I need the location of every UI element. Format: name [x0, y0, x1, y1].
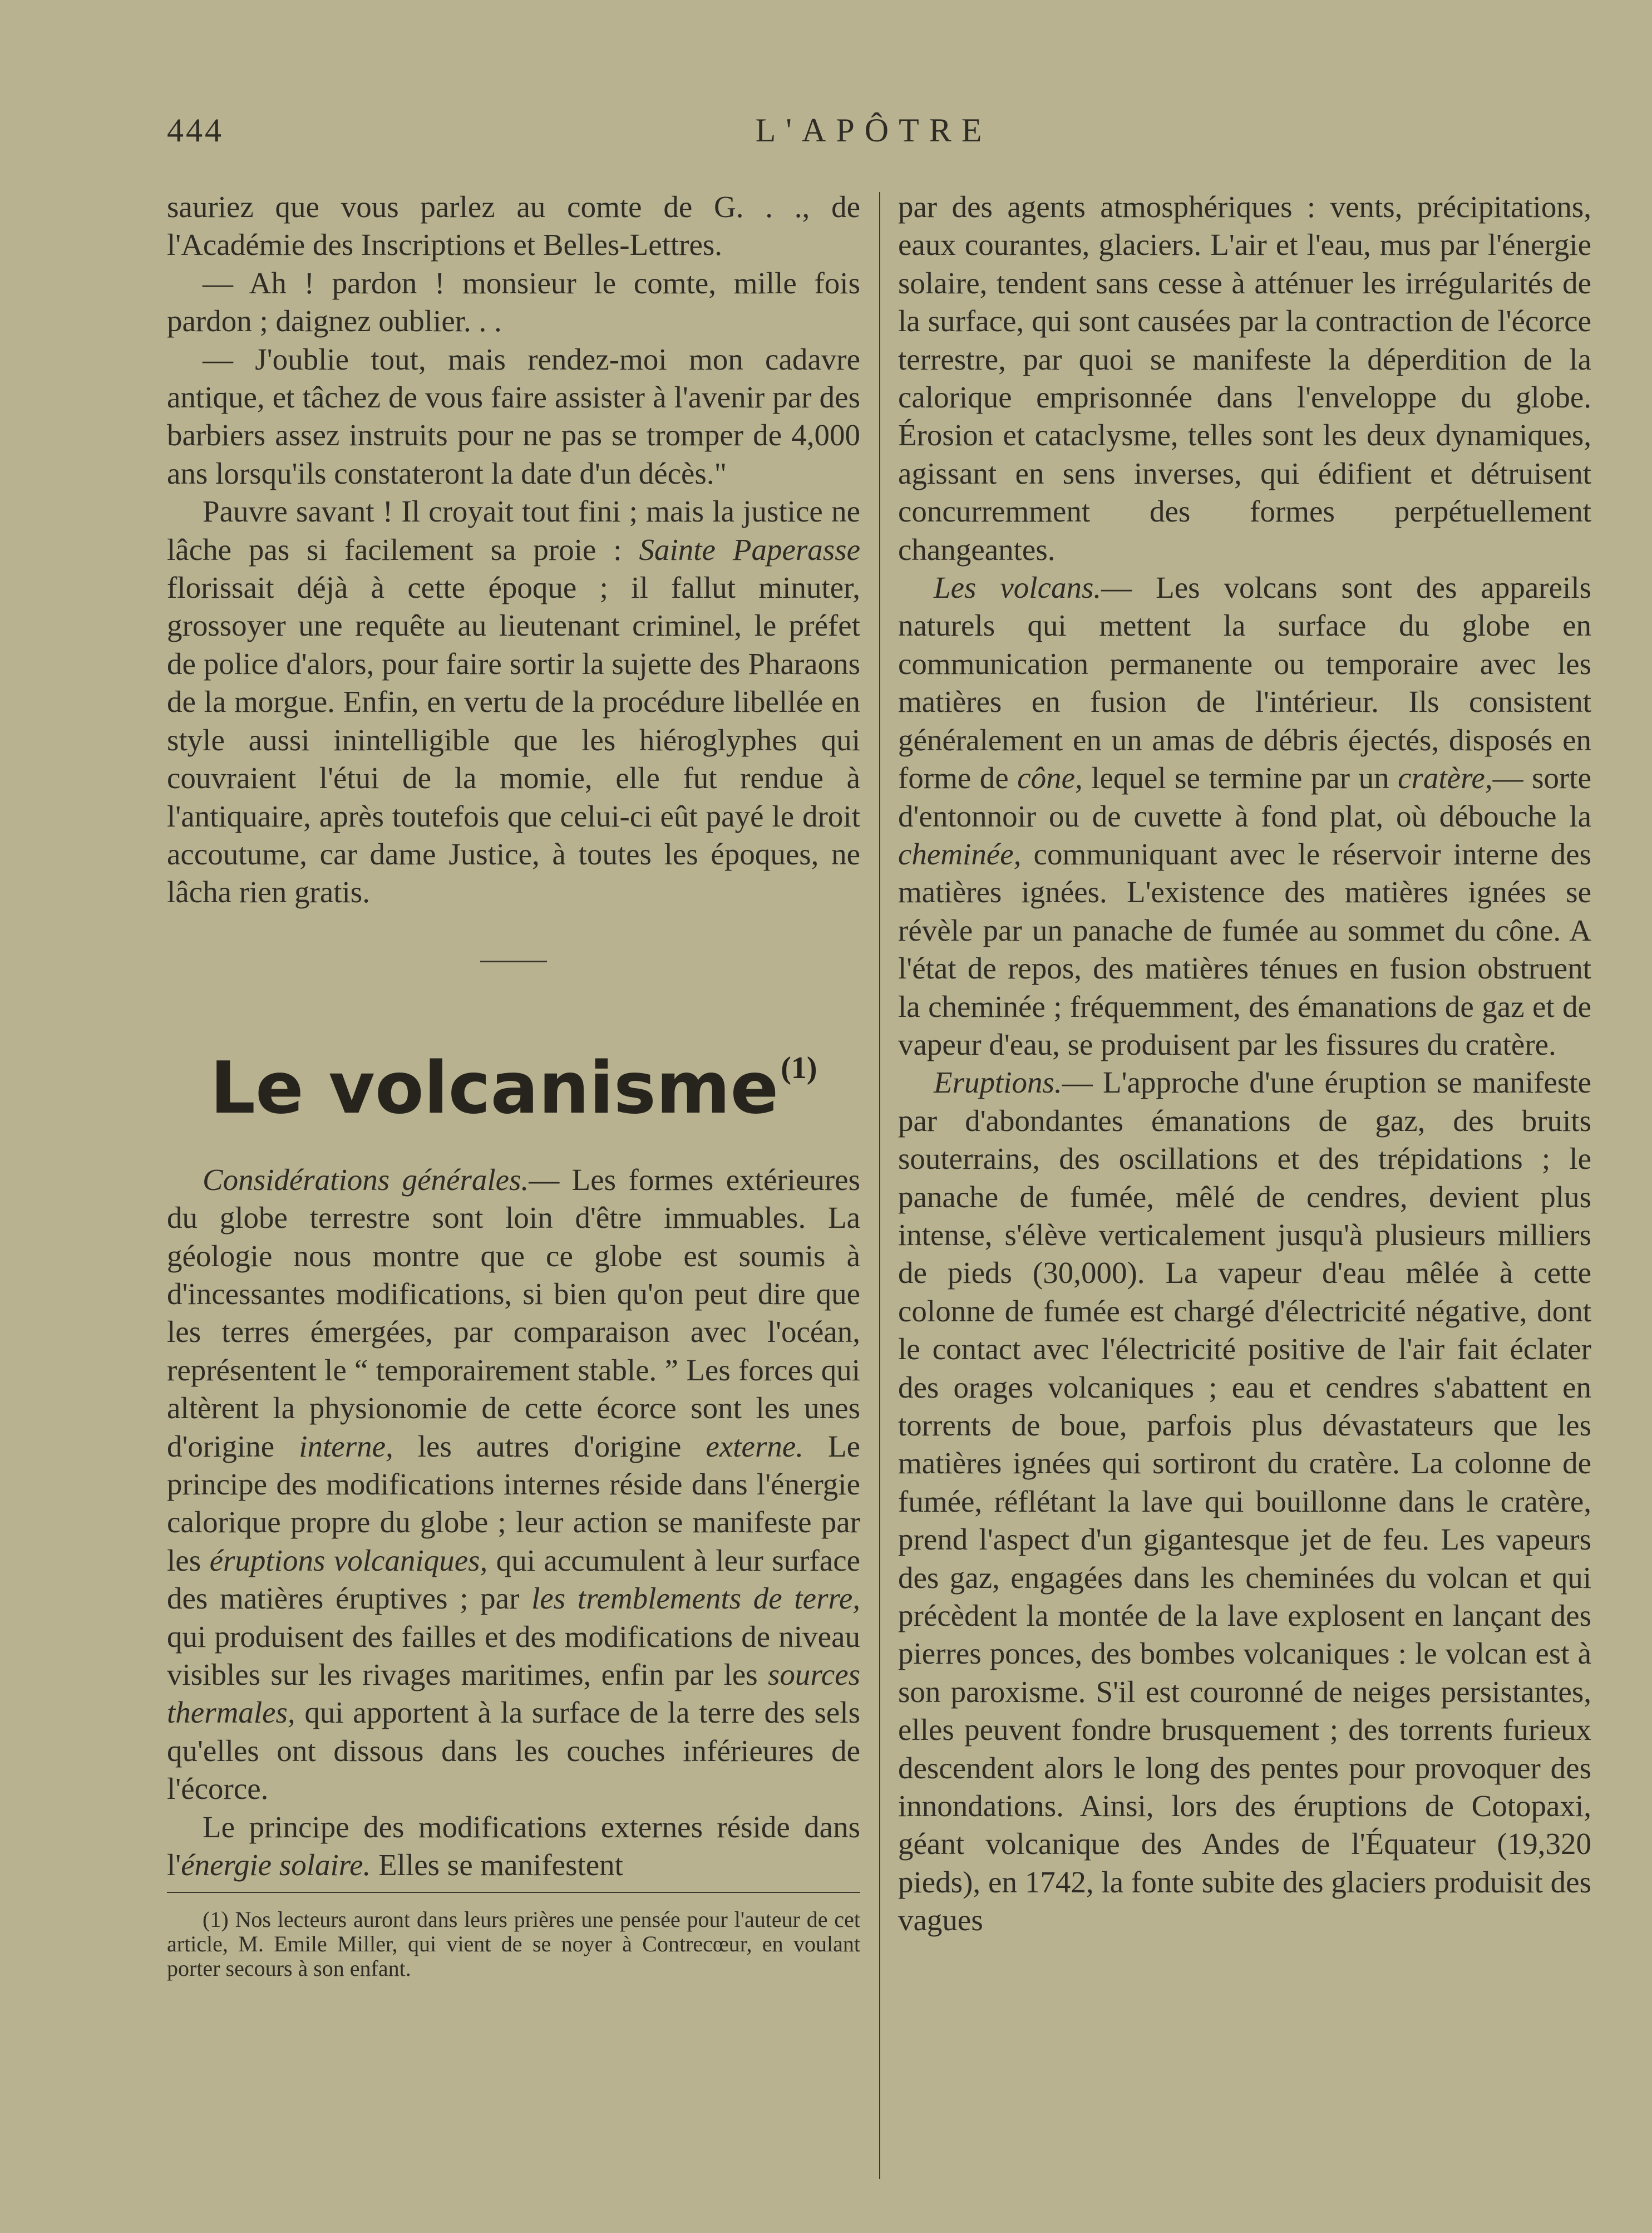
paragraph-text: florissait déjà à cette époque ; il fallut minuter, grossoyer une requête au lieutenant criminel, le préfet de police d'alors, pour faire sortir la sujette des Pharaons de la morgue. Enfin, en vertu de la procédure libellée en style aussi inintelligible que les hiéroglyphes qui couvraient l'étui de la momie, elle fut rendue à l'antiquaire, après toutefois que celui-ci eût payé le droit accoutume, car dame Justice, à toutes les époques, ne lâcha rien gratis.	[167, 570, 860, 909]
section-separator	[480, 961, 547, 962]
text-run: lequel se termine par un	[1091, 761, 1389, 795]
paragraph-eruptions	[898, 1064, 1591, 1939]
left-column	[167, 188, 860, 1981]
paragraph-external	[167, 1808, 860, 1885]
italic-phrase: externe.	[706, 1429, 804, 1463]
article-title-text: Le volcanisme	[210, 1046, 779, 1130]
column-divider	[879, 192, 880, 2179]
paragraph: — J'oublie tout, mais rendez-moi mon cadavre antique, et tâchez de vous faire assister à l'avenir par des barbiers assez instruits pour ne pas se tromper de 4,000 ans lorsqu'ils constateront la date d'un décès."	[167, 342, 860, 490]
text-run: communiquant avec le réservoir interne des matières ignées. L'existence des matières ignées se révèle par un panache de fumée au sommet du cône. A l'état de repos, des matières ténues en fusion obstruent la cheminée ; fréquemment, des émanations de gaz et de vapeur d'eau, se produisent par les fissures du cratère.	[898, 837, 1591, 1061]
italic-phrase: cratère,	[1398, 761, 1493, 795]
page-header	[167, 111, 1580, 156]
italic-phrase: cheminée,	[898, 837, 1022, 871]
italic-phrase: sources thermales,	[167, 1657, 861, 1730]
footnote-text: (1) Nos lecteurs auront dans leurs prières une pensée pour l'auteur de cet article, M. Emile Miller, qui vient de se noyer à Contrecœur, en voulant porter secours à son enfant.	[167, 1907, 860, 1981]
section-lead: Considérations générales.	[203, 1162, 529, 1197]
text-run: Le principe des modifications internes réside dans l'énergie calorique propre du globe ; leur action se manifeste par les	[167, 1429, 861, 1577]
text-run: — sorte d'entonnoir ou de cuvette à fond plat, où débouche la	[898, 761, 1591, 833]
paragraph-volcans	[898, 569, 1591, 1064]
paragraph: — Ah ! pardon ! monsieur le comte, mille fois pardon ; daignez oublier. . .	[167, 265, 860, 338]
text-run: — Les formes extérieures du globe terrestre sont loin d'être immuables. La géologie nous montre que ce globe est soumis à d'incessantes modifications, si bien qu'on peut dire que les terres émergées, par comparaison avec l'océan, représentent le “ temporairement stable. ” Les forces qui altèrent la physionomie de cette écorce sont les unes d'origine	[167, 1162, 860, 1463]
section-lead: Les volcans.	[934, 570, 1102, 605]
right-column	[898, 188, 1591, 1940]
article-title	[167, 1029, 860, 1128]
text-run: les autres d'origine	[417, 1429, 682, 1463]
paragraph	[167, 493, 860, 911]
italic-phrase: éruptions volcaniques,	[209, 1543, 488, 1577]
paragraph: par des agents atmosphériques : vents, précipitations, eaux courantes, glaciers. L'air et l'eau, mus par l'énergie solaire, tendent sans cesse à atténuer les irrégularités de la surface, qui sont causées par la contraction de l'écorce terrestre, par quoi se manifeste la déperdition de la calorique emprisonnée dans l'enveloppe du globe. Érosion et cataclysme, telles sont les deux dynamiques, agissant en sens inverses, qui édifient et détruisent concurremment des formes perpétuellement changeantes.	[898, 190, 1591, 567]
text-run: Le principe des modifications externes réside dans l'	[167, 1809, 860, 1882]
journal-title: L'APÔTRE	[755, 112, 992, 149]
italic-phrase: interne,	[299, 1429, 393, 1463]
page-number: 444	[167, 112, 224, 149]
text-run: qui accumulent à leur surface des matières éruptives ; par	[167, 1543, 861, 1616]
text-run: — Les volcans sont des appareils naturels qui mettent la surface du globe en communication permanente ou temporaire avec les matières en fusion de l'intérieur. Ils consistent généralement en un amas de débris éjectés, disposés en forme de	[898, 570, 1592, 795]
text-run: Elles se manifestent	[378, 1848, 623, 1882]
paragraph-intro	[167, 1161, 860, 1808]
italic-phrase: cône,	[1017, 761, 1083, 795]
text-run: qui produisent des failles et des modifications de niveau visibles sur les rivages maritimes, enfin par les	[167, 1619, 860, 1691]
section-lead: Eruptions.	[934, 1065, 1062, 1100]
text-run: qui apportent à la surface de la terre des sels qu'elles ont dissous dans les couches inférieures de l'écorce.	[167, 1695, 861, 1806]
footnote-marker: (1)	[781, 1050, 817, 1085]
paragraph-text: Pauvre savant ! Il croyait tout fini ; mais la justice ne lâche pas si facilement sa proie :	[167, 494, 860, 567]
text-run: — L'approche d'une éruption se manifeste par d'abondantes émanations de gaz, des bruits souterrains, des oscillations et des trépidations ; le panache de fumée, mêlé de cendres, devient plus intense, s'élève verticalement jusqu'à plusieurs milliers de pieds (30,000). La vapeur d'eau mêlée à cette colonne de fumée est chargé d'électricité négative, dont le contact avec l'électricité positive de l'air fait éclater des orages volcaniques ; eau et cendres s'abattent en torrents de boue, parfois plus dévastateurs que les matières ignées qui sortiront du cratère. La colonne de fumée, réflétant la lave qui bouillonne dans le cratère, prend l'aspect d'un gigantesque jet de feu. Les vapeurs des gaz, engagées dans les cheminées du volcan et qui précèdent la montée de la lave explosent en lançant des pierres ponces, des bombes volcaniques : le volcan est à son paroxisme. S'il est couronné de neiges persistantes, elles peuvent fondre brusquement ; des torrents furieux descendent alors le long des pentes pour provoquer des innondations. Ainsi, lors des éruptions de Cotopaxi, géant volcanique des Andes de l'Équateur (19,320 pieds), en 1742, la fonte subite des glaciers produisit des vagues	[898, 1065, 1591, 1937]
paragraph: sauriez que vous parlez au comte de G. . ., de l'Académie des Inscriptions et Belles-Lettres.	[167, 190, 860, 262]
italic-phrase: les tremblements de terre,	[531, 1581, 860, 1616]
footnote	[167, 1907, 860, 1981]
footnote-rule	[167, 1892, 860, 1893]
italic-phrase: Sainte Paperasse	[639, 532, 861, 567]
italic-phrase: énergie solaire.	[181, 1848, 371, 1882]
